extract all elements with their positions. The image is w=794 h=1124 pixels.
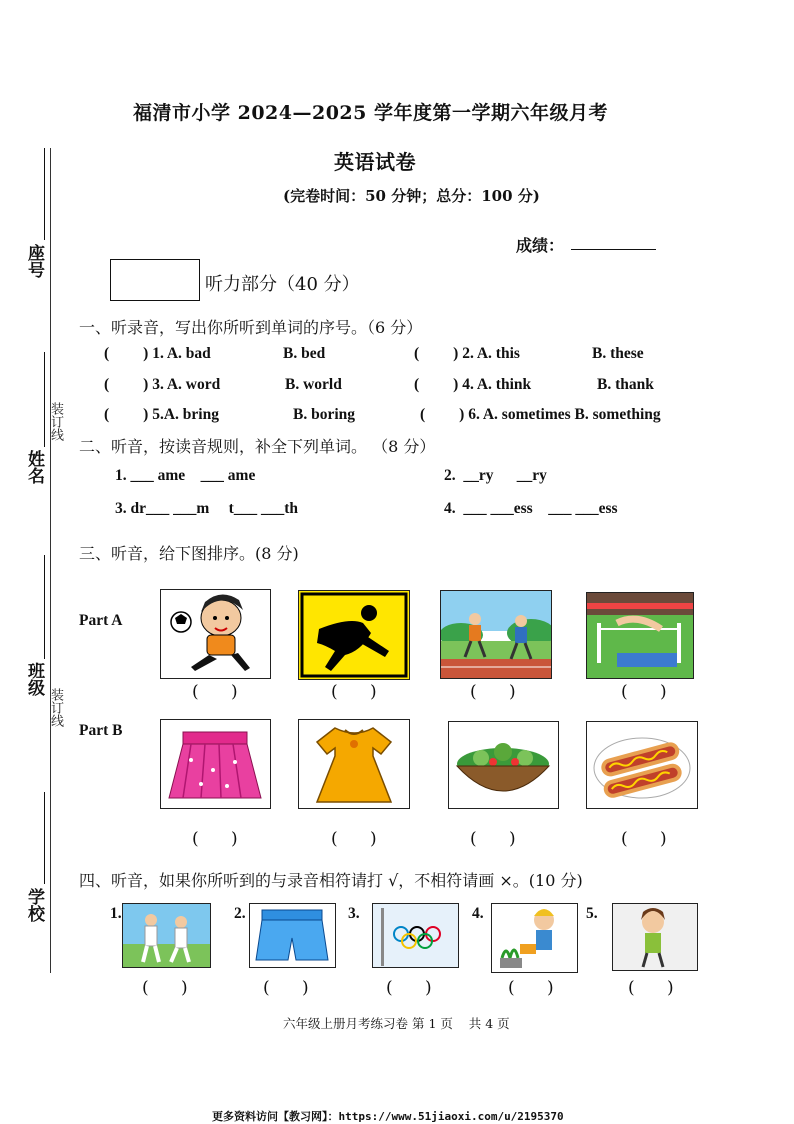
question-2: ( ) 2. A. this bbox=[414, 345, 520, 362]
part-a-answer-4[interactable]: ( ) bbox=[621, 682, 667, 702]
section-2-row-2: 2. __ry __ry bbox=[444, 467, 547, 484]
section-2-title: 二、听音，按读音规则，补全下列单词。 （8 分） bbox=[79, 437, 436, 456]
question-6: ( ) 6. A. sometimes B. something bbox=[420, 406, 661, 423]
question-4: ( ) 4. A. think bbox=[414, 376, 532, 393]
tai-chi-icon bbox=[122, 903, 211, 968]
part-b-label: Part B bbox=[79, 722, 123, 739]
high-jump-icon bbox=[586, 592, 694, 679]
skirt-icon bbox=[160, 719, 271, 809]
soccer-boy-icon bbox=[160, 589, 271, 679]
part-a-label: Part A bbox=[79, 612, 123, 629]
part-b-answer-1[interactable]: ( ) bbox=[192, 829, 238, 849]
part-a-answer-1[interactable]: ( ) bbox=[192, 682, 238, 702]
seat-label: 座号 bbox=[24, 244, 44, 278]
part-b-answer-3[interactable]: ( ) bbox=[470, 829, 516, 849]
section-4-num-2: 2. bbox=[234, 905, 246, 922]
listening-score-box[interactable] bbox=[110, 259, 200, 301]
score-blank[interactable] bbox=[571, 249, 656, 250]
section-4-num-5: 5. bbox=[586, 905, 598, 922]
olympic-flag-icon bbox=[372, 903, 459, 968]
exam-title: 福清市小学 2024—2025 学年度第一学期六年级月考 bbox=[133, 102, 608, 124]
page-footer: 六年级上册月考练习卷 第 1 页 共 4 页 bbox=[283, 1016, 510, 1031]
exam-subject: 英语试卷 bbox=[334, 150, 416, 174]
class-blank bbox=[44, 555, 45, 659]
listening-section-label: 听力部分（40 分） bbox=[205, 274, 360, 295]
section-4-answer-2[interactable]: ( ) bbox=[263, 978, 309, 998]
school-blank bbox=[44, 792, 45, 884]
question-4-b: B. thank bbox=[597, 376, 654, 393]
seat-blank bbox=[44, 148, 45, 240]
shorts-icon bbox=[249, 903, 336, 968]
long-jump-icon bbox=[298, 590, 410, 680]
part-b-answer-2[interactable]: ( ) bbox=[331, 829, 377, 849]
binding-text-1: 装订线 bbox=[48, 402, 63, 441]
question-5-b: B. boring bbox=[293, 406, 356, 423]
source-footer[interactable]: 更多资料访问【教习网】：https://www.51jiaoxi.com/u/2195370 bbox=[212, 1110, 564, 1123]
binding-text-2: 装订线 bbox=[48, 688, 63, 727]
school-label: 学校 bbox=[24, 888, 44, 922]
question-3: ( ) 3. A. word bbox=[104, 376, 221, 393]
hot-dog-icon bbox=[586, 721, 698, 809]
section-1-title: 一、听录音，写出你所听到单词的序号。（6 分） bbox=[79, 318, 423, 337]
question-1-b: B. bed bbox=[283, 345, 326, 362]
binding-line bbox=[50, 148, 51, 973]
part-b-answer-4[interactable]: ( ) bbox=[621, 829, 667, 849]
section-2-row-3: 3. dr___ ___m t___ ___th bbox=[115, 500, 298, 517]
part-a-answer-2[interactable]: ( ) bbox=[331, 682, 377, 702]
dress-icon bbox=[298, 719, 410, 809]
section-4-title: 四、听音，如果你所听到的与录音相符请打 √，不相符请画 ×。(10 分) bbox=[79, 871, 583, 890]
section-4-answer-4[interactable]: ( ) bbox=[508, 978, 554, 998]
section-4-answer-5[interactable]: ( ) bbox=[628, 978, 674, 998]
girl-walking-icon bbox=[612, 903, 698, 971]
running-race-icon bbox=[440, 590, 552, 679]
part-a-answer-3[interactable]: ( ) bbox=[470, 682, 516, 702]
section-4-answer-3[interactable]: ( ) bbox=[386, 978, 432, 998]
section-4-num-1: 1. bbox=[110, 905, 122, 922]
score-label: 成绩： bbox=[516, 236, 565, 255]
question-3-b: B. world bbox=[285, 376, 342, 393]
question-2-b: B. these bbox=[592, 345, 644, 362]
name-blank bbox=[44, 352, 45, 447]
section-2-row-4: 4. ___ ___ess ___ ___ess bbox=[444, 500, 618, 517]
section-4-num-3: 3. bbox=[348, 905, 360, 922]
question-1: ( ) 1. A. bad bbox=[104, 345, 211, 362]
salad-icon bbox=[448, 721, 559, 809]
question-5: ( ) 5.A. bring bbox=[104, 406, 219, 423]
exam-time-info: (完卷时间：50 分钟；总分：100 分) bbox=[283, 187, 540, 205]
class-label: 班级 bbox=[24, 662, 44, 696]
section-3-title: 三、听音，给下图排序。(8 分) bbox=[79, 544, 299, 563]
section-4-num-4: 4. bbox=[472, 905, 484, 922]
section-4-answer-1[interactable]: ( ) bbox=[142, 978, 188, 998]
section-2-row-1: 1. ___ ame ___ ame bbox=[115, 467, 256, 484]
name-label: 姓名 bbox=[24, 450, 44, 484]
watering-plants-icon bbox=[491, 903, 578, 973]
